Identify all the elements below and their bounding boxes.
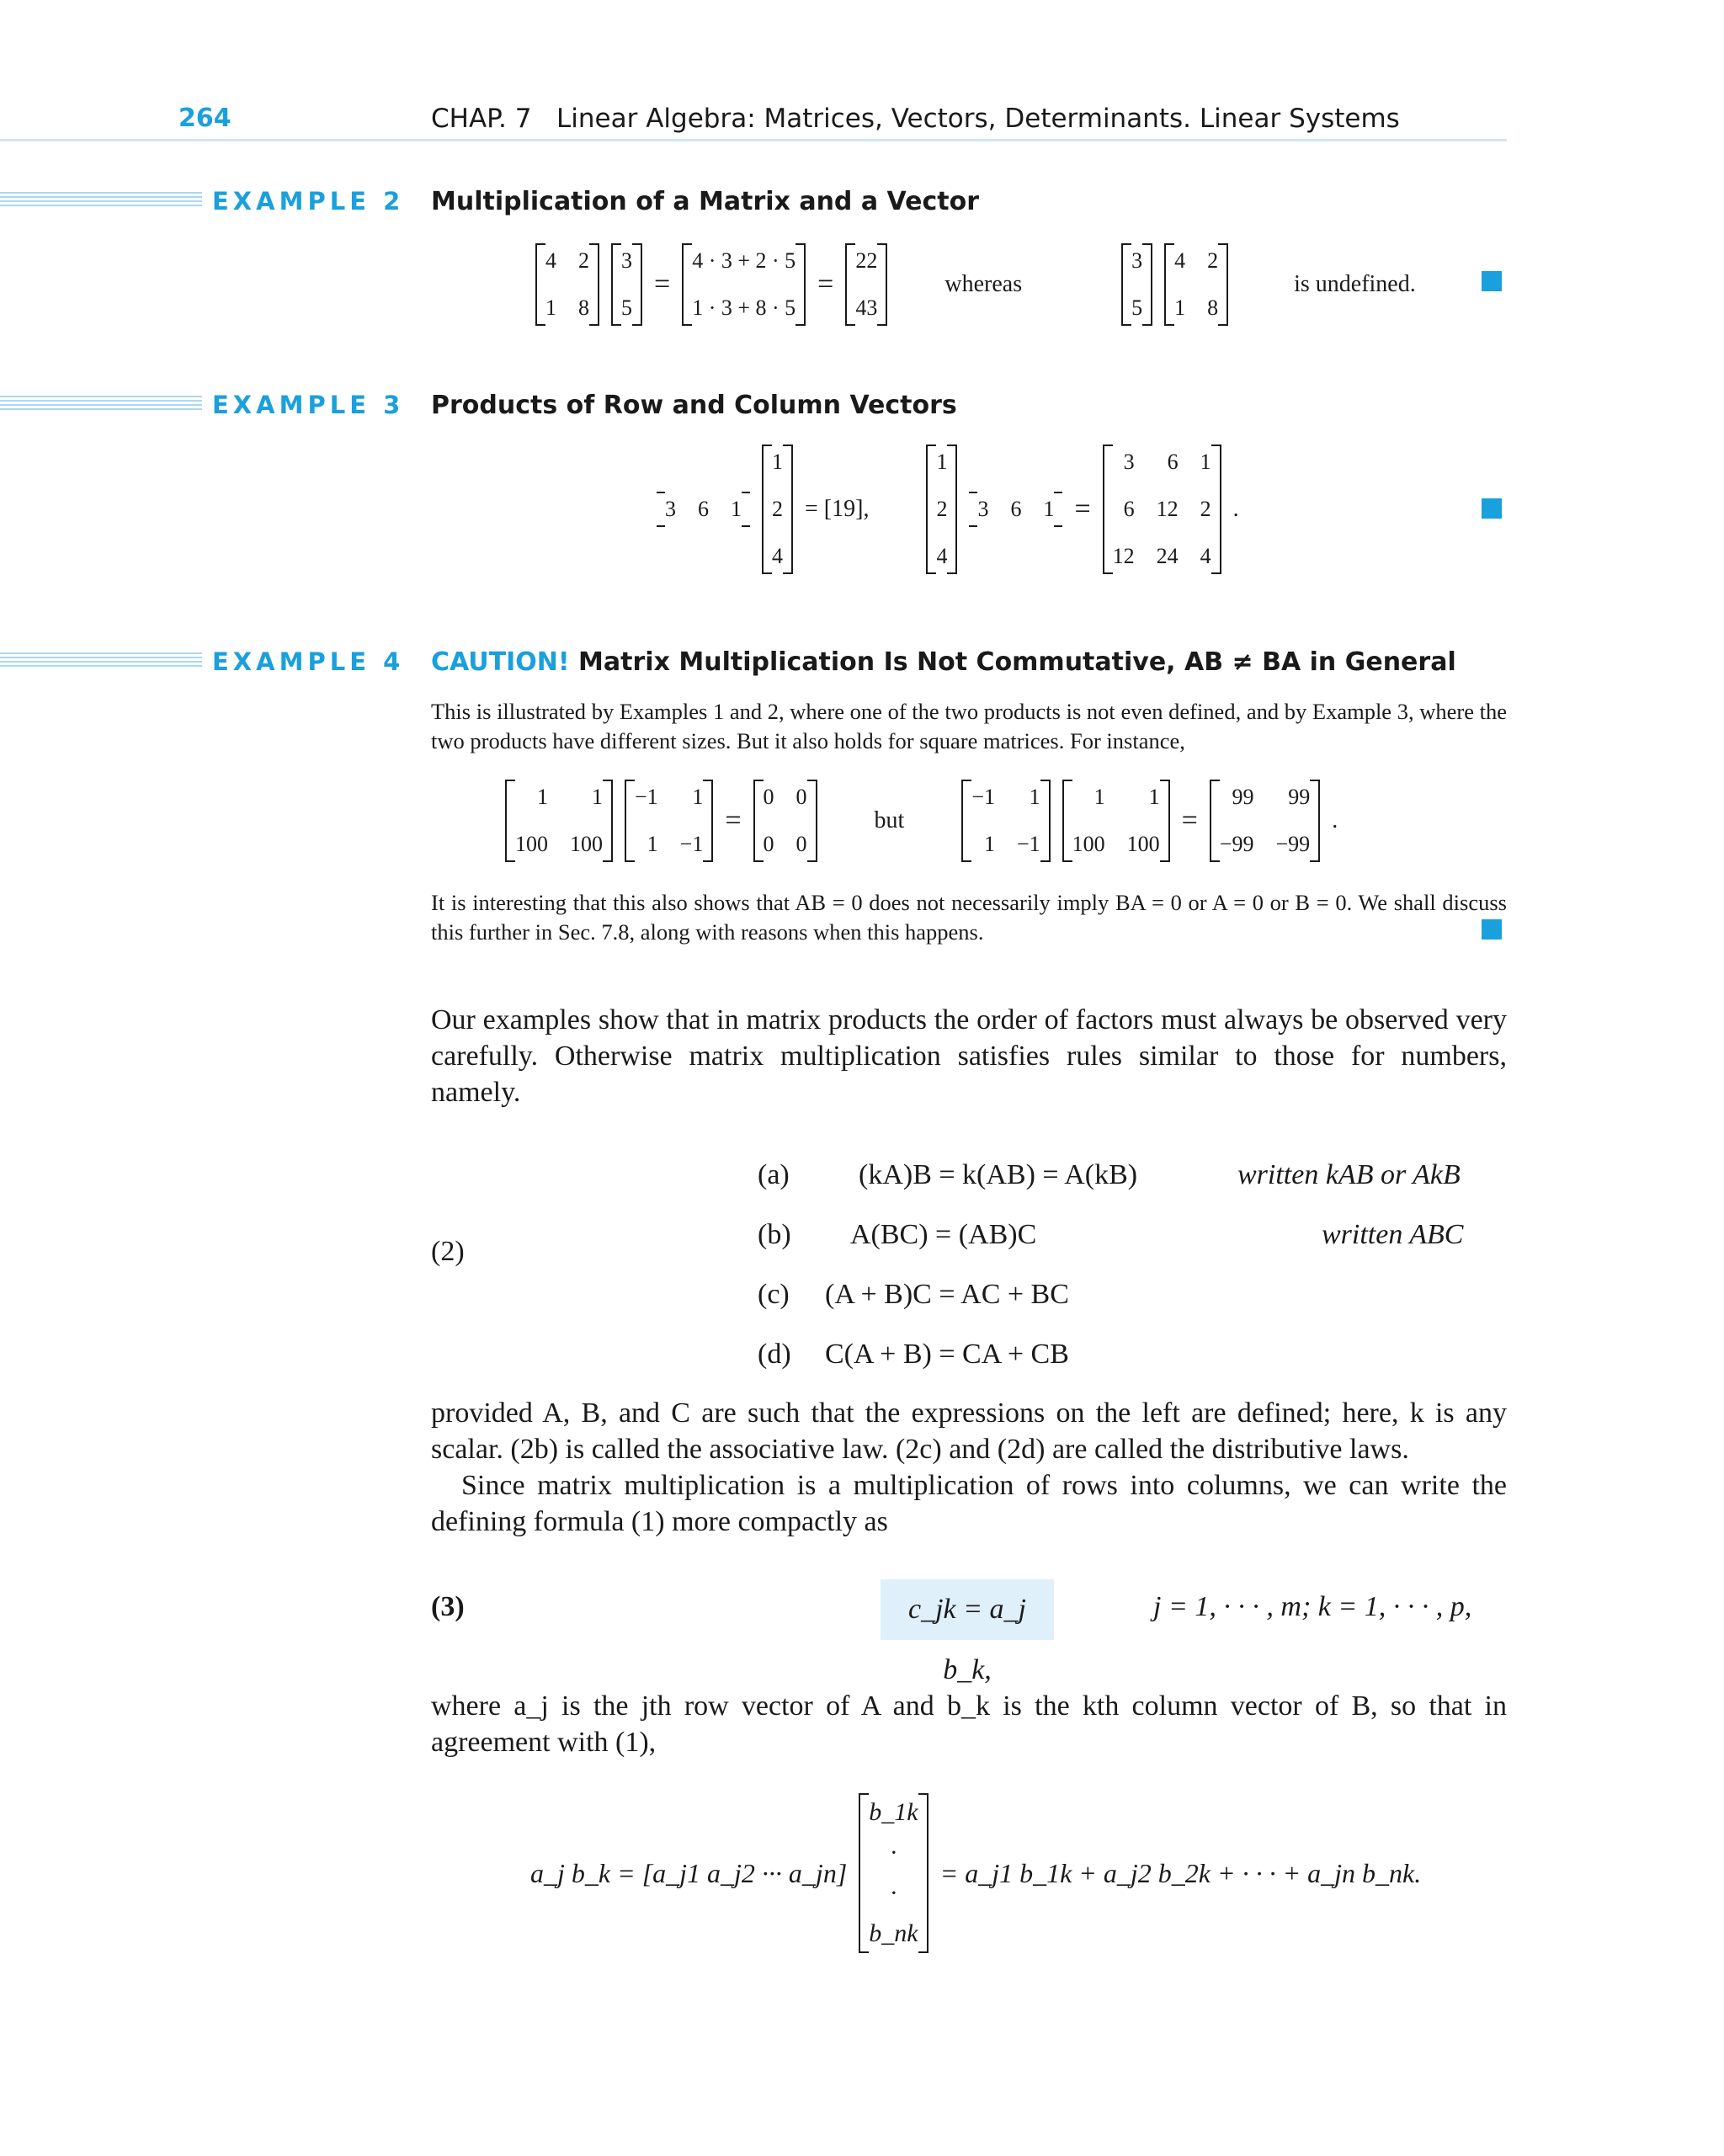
highlighted-formula: c_jk = a_j b_k, [881,1579,1054,1640]
matrix-B: −1 1 1 −1 [961,780,1050,862]
paragraph-row-column-vectors: where a_j is the jth row vector of A and b_k is the kth column vector of B, so that in agreement with (1), [431,1690,1507,1758]
column-vector-b: b_1k · · b_nk [859,1793,928,1953]
expansion: 4 · 3 + 2 · 5 1 · 3 + 8 · 5 [682,243,806,326]
end-of-example-mark [1482,271,1502,291]
but-text: but [874,807,905,833]
final-lhs: a_j b_k = [a_j1 a_j2 ··· a_jn] [530,1857,848,1888]
header-rule [0,139,1507,141]
page-number: 264 [178,104,231,133]
example4-intro: This is illustrated by Examples 1 and 2, where one of the two products is not even defined, and by Example 3, where the two products have different sizes. But it also holds for square matrices. For instance, [431,699,1507,753]
matrix-BA: 99 99 −99 −99 [1210,780,1320,862]
running-head: CHAP. 7 Linear Algebra: Matrices, Vectors, Determinants. Linear Systems [431,104,1400,134]
example4-outro: It is interesting that this also shows that AB = 0 does not necessarily imply BA = 0 or A = 0 or B = 0. We shall discuss this further in Sec. 7.8, along with reasons when this happens. [431,890,1507,945]
rule-d: (d) C(A + B) = CA + CB [758,1339,1069,1370]
rule-a: (a) (kA)B = k(AB) = A(kB) written kAB or AkB [758,1159,1461,1190]
example4-equation: 1 1 100 100 −1 1 1 −1 = 0 0 0 0 but −1 1 1 −1 1 1 100 100 = 99 99 −99 −99 . [505,775,1338,867]
example3-title: Products of Row and Column Vectors [431,391,957,420]
final-equation [530,1789,1421,1957]
end-of-example-mark [1482,919,1502,940]
final-rhs: = a_j1 b_1k + a_j2 b_2k + · · · + a_jn b_nk. [939,1857,1422,1888]
vector: 3 5 [1121,243,1152,326]
caution-word: CAUTION! [431,647,570,677]
matrix-A: 1 1 100 100 [1062,780,1170,862]
vector: 3 5 [611,243,642,326]
example4-title-block [431,647,1456,677]
example2-label: EXAMPLE 2 [212,187,405,216]
rule-c: (c) (A + B)C = AC + BC [758,1279,1069,1310]
row-vector: 3 6 1 [657,492,750,527]
example4-title: Matrix Multiplication Is Not Commutative, AB ≠ BA in General [578,647,1456,677]
column-vector: 1 2 4 [926,445,957,574]
example3-label: EXAMPLE 3 [212,391,405,419]
example-marker-lines [0,192,202,209]
outer-product-matrix: 3 6 1 6 12 2 12 24 4 [1103,445,1221,574]
row-vector: 3 6 1 [969,492,1062,527]
paragraph-order-of-factors: Our examples show that in matrix products the order of factors must always be observed very carefully. Otherwise matrix multiplication satisfies rules similar to those for numbers, namely. [431,1004,1507,1108]
example3-equation: 3 6 1 1 2 4 = [19], 1 2 4 3 6 1 = 3 6 1 6 12 2 12 24 4 . [657,442,1239,577]
example2-equation: 4 2 1 8 3 5 = 4 · 3 + 2 · 5 1 · 3 + 8 · 5 = 22 43 whereas 3 5 4 2 1 8 is undefined. [535,242,1416,327]
rules-block [758,1145,1507,1384]
example2-title: Multiplication of a Matrix and a Vector [431,187,979,216]
paragraph-compact-formula: Since matrix multiplication is a multiplication of rows into columns, we can write the defining formula (1) more compactly as [431,1470,1507,1537]
matrix: 4 2 1 8 [535,243,599,326]
end-of-example-mark [1482,498,1502,519]
equation-number-2: (2) [431,1236,465,1267]
column-vector: 1 2 4 [762,445,793,574]
result-vector: 22 43 [845,243,887,326]
example-marker-lines [0,396,202,413]
matrix-A: 1 1 100 100 [505,780,613,862]
whereas-text: whereas [944,271,1023,297]
matrix-B: −1 1 1 −1 [625,780,713,862]
rule-b: (b) A(BC) = (AB)C written ABC [758,1219,1464,1250]
example-marker-lines [0,652,202,669]
matrix: 4 2 1 8 [1164,243,1228,326]
result-scalar: = [19], [805,496,870,522]
example4-label: EXAMPLE 4 [212,647,405,676]
zero-matrix: 0 0 0 0 [753,780,817,862]
equation-number-3: (3) [431,1591,465,1622]
formula-range: j = 1, · · · , m; k = 1, · · · , p, [1153,1591,1472,1622]
paragraph-laws: provided A, B, and C are such that the expressions on the left are defined; here, k is any scalar. (2b) is called the associative law. (2c) and (2d) are called the distributive laws. [431,1397,1507,1465]
undefined-text: is undefined. [1294,271,1416,297]
